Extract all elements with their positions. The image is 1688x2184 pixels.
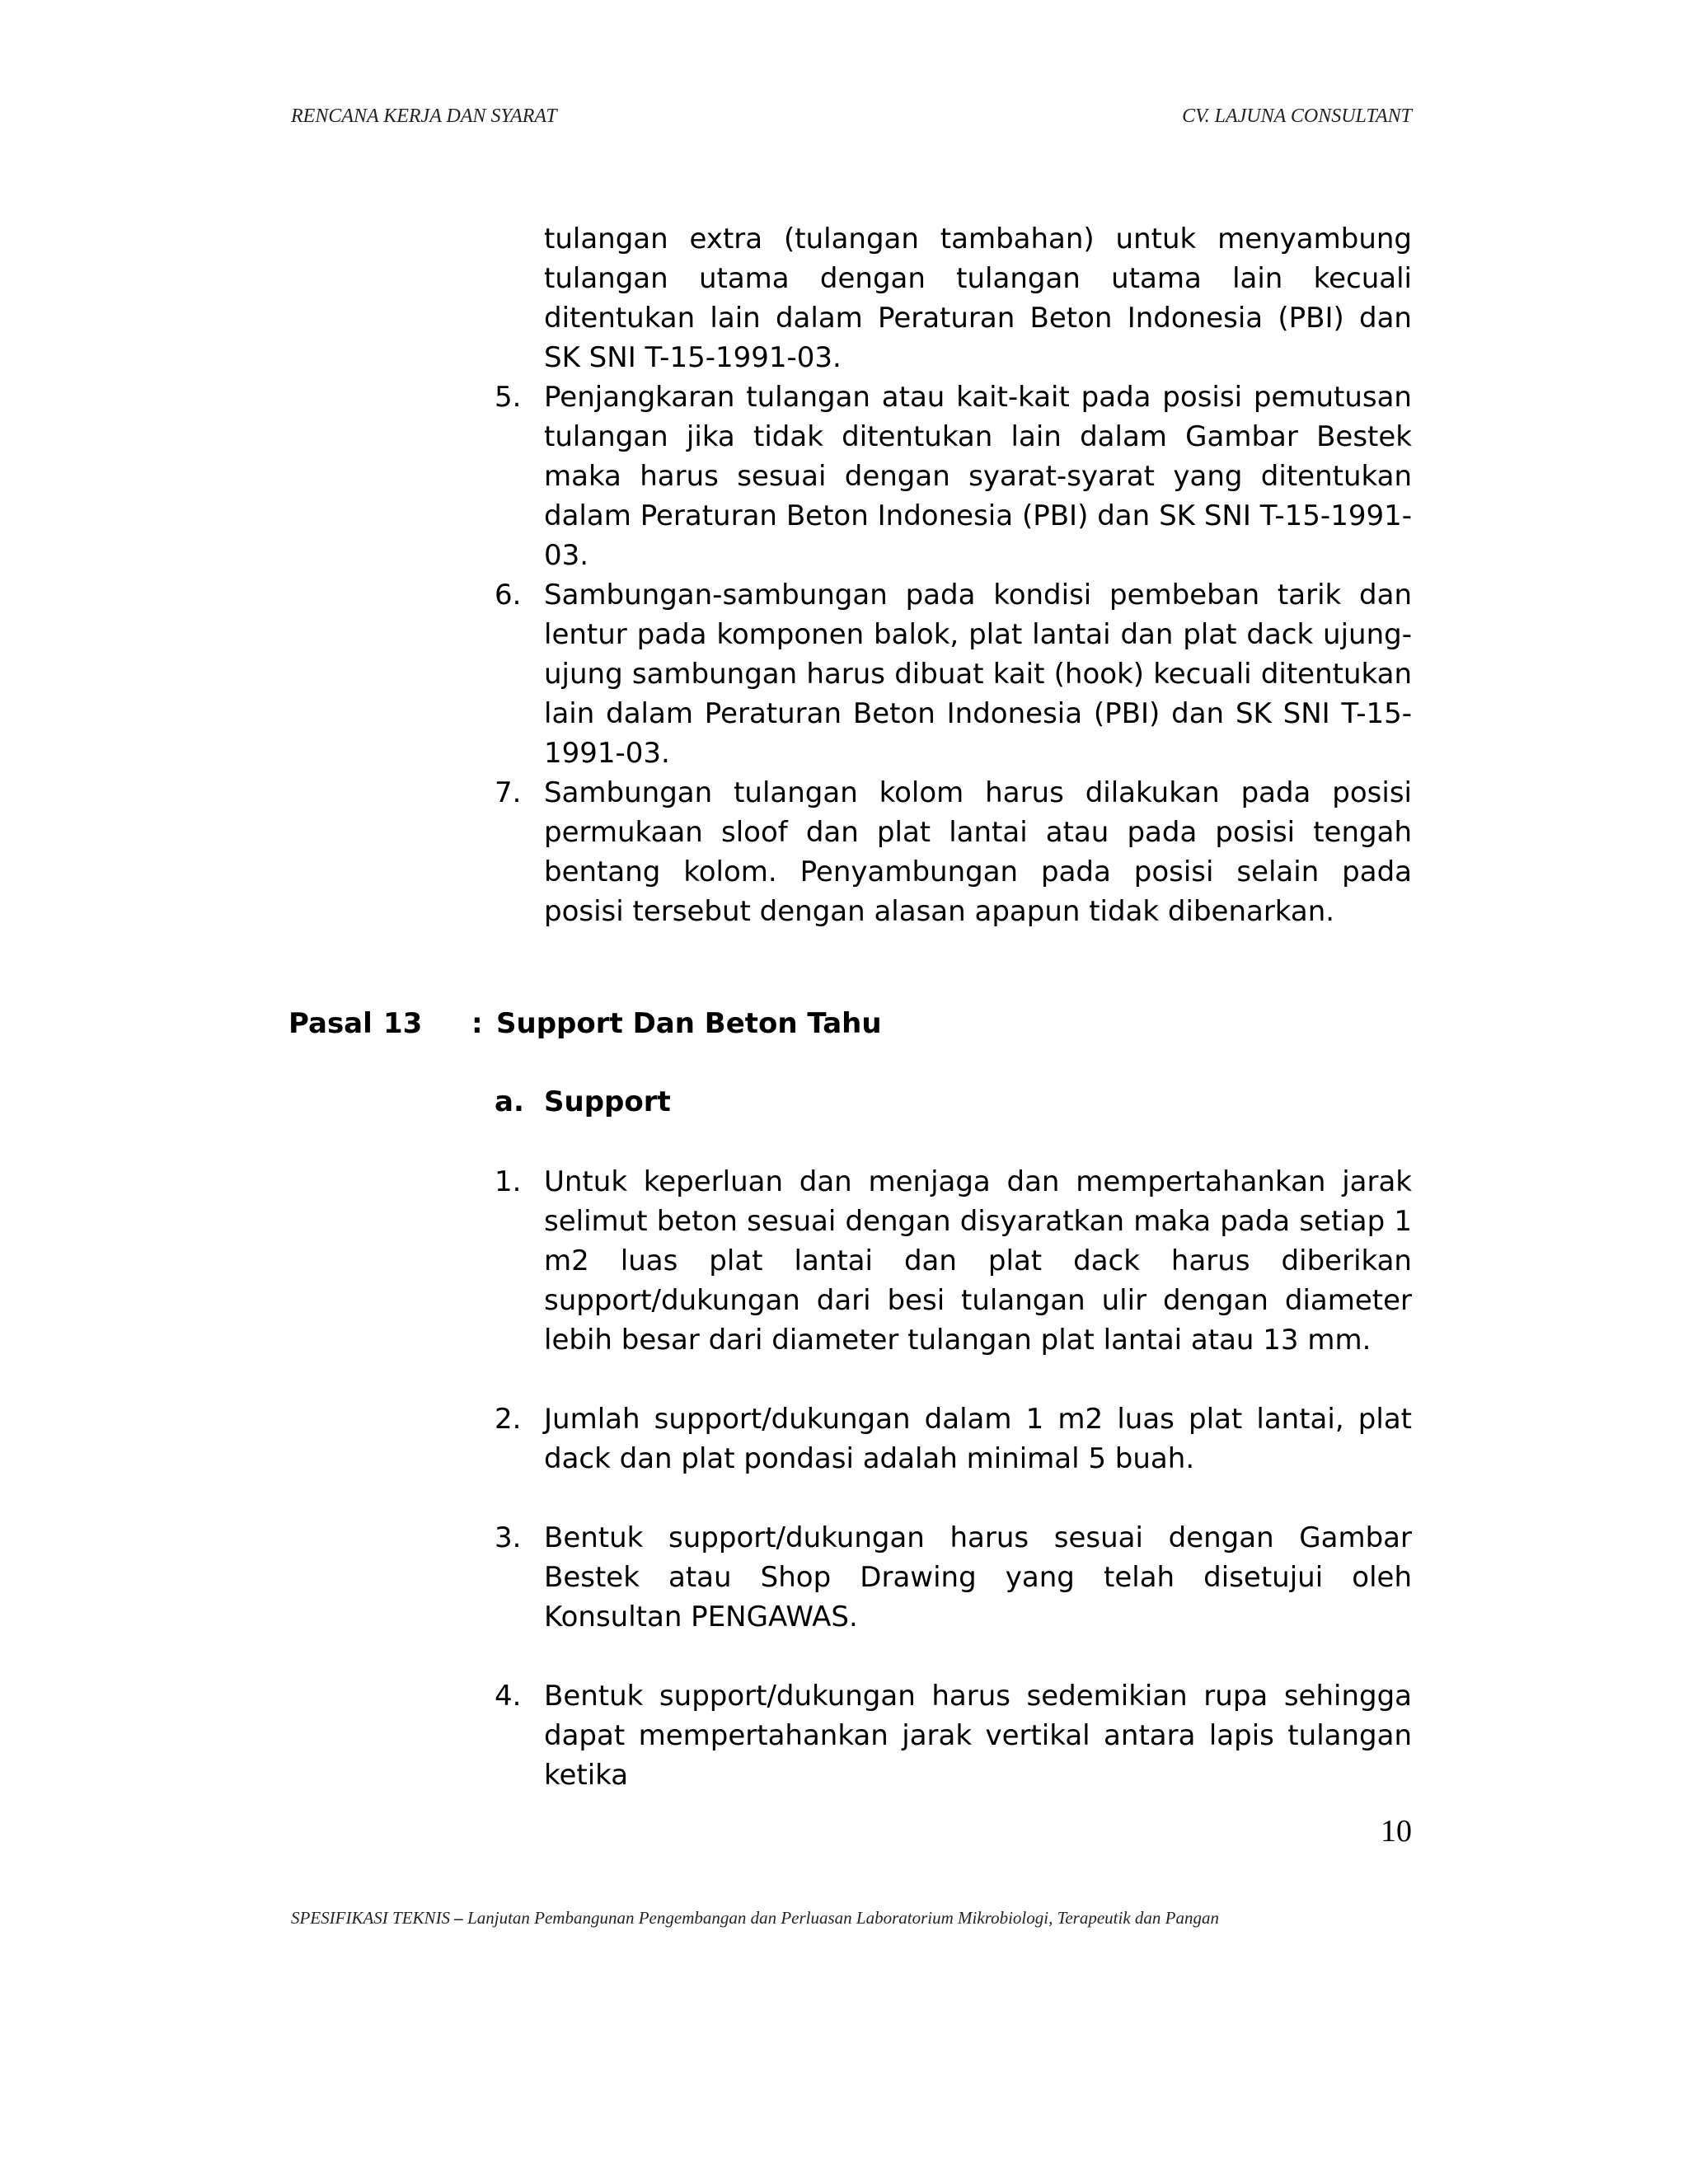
section-title: Support Dan Beton Tahu	[496, 1007, 882, 1040]
page-number: 10	[1381, 1814, 1412, 1849]
section-label: Pasal	[288, 1007, 373, 1040]
header-right-text: CV. LAJUNA CONSULTANT	[1182, 105, 1412, 127]
running-footer	[291, 1908, 1445, 1929]
section-number: 13	[383, 1007, 423, 1040]
subsection-title: Support	[544, 1085, 671, 1118]
list-item-number: 5.	[495, 381, 522, 414]
list-item-text: Bentuk support/dukungan harus sedemikian rupa sehingga dapat mempertahankan jarak vertikal antara lapis tulangan ketika	[544, 1680, 1412, 1792]
list-item-text: Sambungan tulangan kolom harus dilakukan pada posisi permukaan sloof dan plat lantai atau pada posisi tengah bentang kolom. Penyambungan pada posisi selain pada posisi tersebut dengan alasan apapun tidak dibenarkan.	[544, 776, 1412, 928]
header-left-text: RENCANA KERJA DAN SYARAT	[291, 105, 557, 127]
footer-dash: –	[450, 1908, 468, 1928]
section-colon: :	[471, 1007, 483, 1040]
list-item-number: 3.	[495, 1521, 522, 1554]
list-item	[495, 1676, 1412, 1795]
running-header	[291, 105, 1412, 138]
list-item-text: Penjangkaran tulangan atau kait-kait pada posisi pemutusan tulangan jika tidak ditentukan lain dalam Gambar Bestek maka harus sesuai dengan syarat-syarat yang ditentukan dalam Peraturan Beton Indonesia (PBI) dan SK SNI T-15-1991-03.	[544, 381, 1412, 572]
list-item-number: 2.	[495, 1403, 522, 1436]
list-item-number: 1.	[495, 1165, 522, 1198]
list-item	[495, 1399, 1412, 1479]
list-item-number: 4.	[495, 1680, 522, 1713]
list-item-text: Bentuk support/dukungan harus sesuai dengan Gambar Bestek atau Shop Drawing yang telah disetujui oleh Konsultan PENGAWAS.	[544, 1521, 1412, 1633]
list-item-number: 7.	[495, 776, 522, 809]
list-item	[495, 575, 1412, 773]
list-item-text: Sambungan-sambungan pada kondisi pembeban tarik dan lentur pada komponen balok, plat lantai dan plat dack ujung-ujung sambungan harus dibuat kait (hook) kecuali ditentukan lain dalam Peraturan Beton Indonesia (PBI) dan SK SNI T-15-1991-03.	[544, 579, 1412, 770]
footer-lead: SPESIFIKASI TEKNIS	[291, 1908, 451, 1928]
list-item	[495, 377, 1412, 575]
list-item	[495, 773, 1412, 931]
footer-rest: Lanjutan Pembangunan Pengembangan dan Perluasan Laboratorium Mikrobiologi, Terapeutik dan Pangan	[467, 1908, 1219, 1928]
list-item-text: Untuk keperluan dan menjaga dan mempertahankan jarak selimut beton sesuai dengan disyaratkan maka pada setiap 1 m2 luas plat lantai dan plat dack harus diberikan support/dukungan dari besi tulangan ulir dengan diameter lebih besar dari diameter tulangan plat lantai atau 13 mm.	[544, 1165, 1412, 1357]
list-item-text: Jumlah support/dukungan dalam 1 m2 luas plat lantai, plat dack dan plat pondasi adalah minimal 5 buah.	[544, 1403, 1412, 1475]
list-item	[495, 1518, 1412, 1637]
subsection-letter: a.	[495, 1085, 524, 1118]
list-item	[495, 1162, 1412, 1360]
list-item-number: 6.	[495, 579, 522, 612]
continuation-paragraph: tulangan extra (tulangan tambahan) untuk menyambung tulangan utama dengan tulangan utama lain kecuali ditentukan lain dalam Peraturan Beton Indonesia (PBI) dan SK SNI T-15-1991-03.	[544, 223, 1412, 374]
